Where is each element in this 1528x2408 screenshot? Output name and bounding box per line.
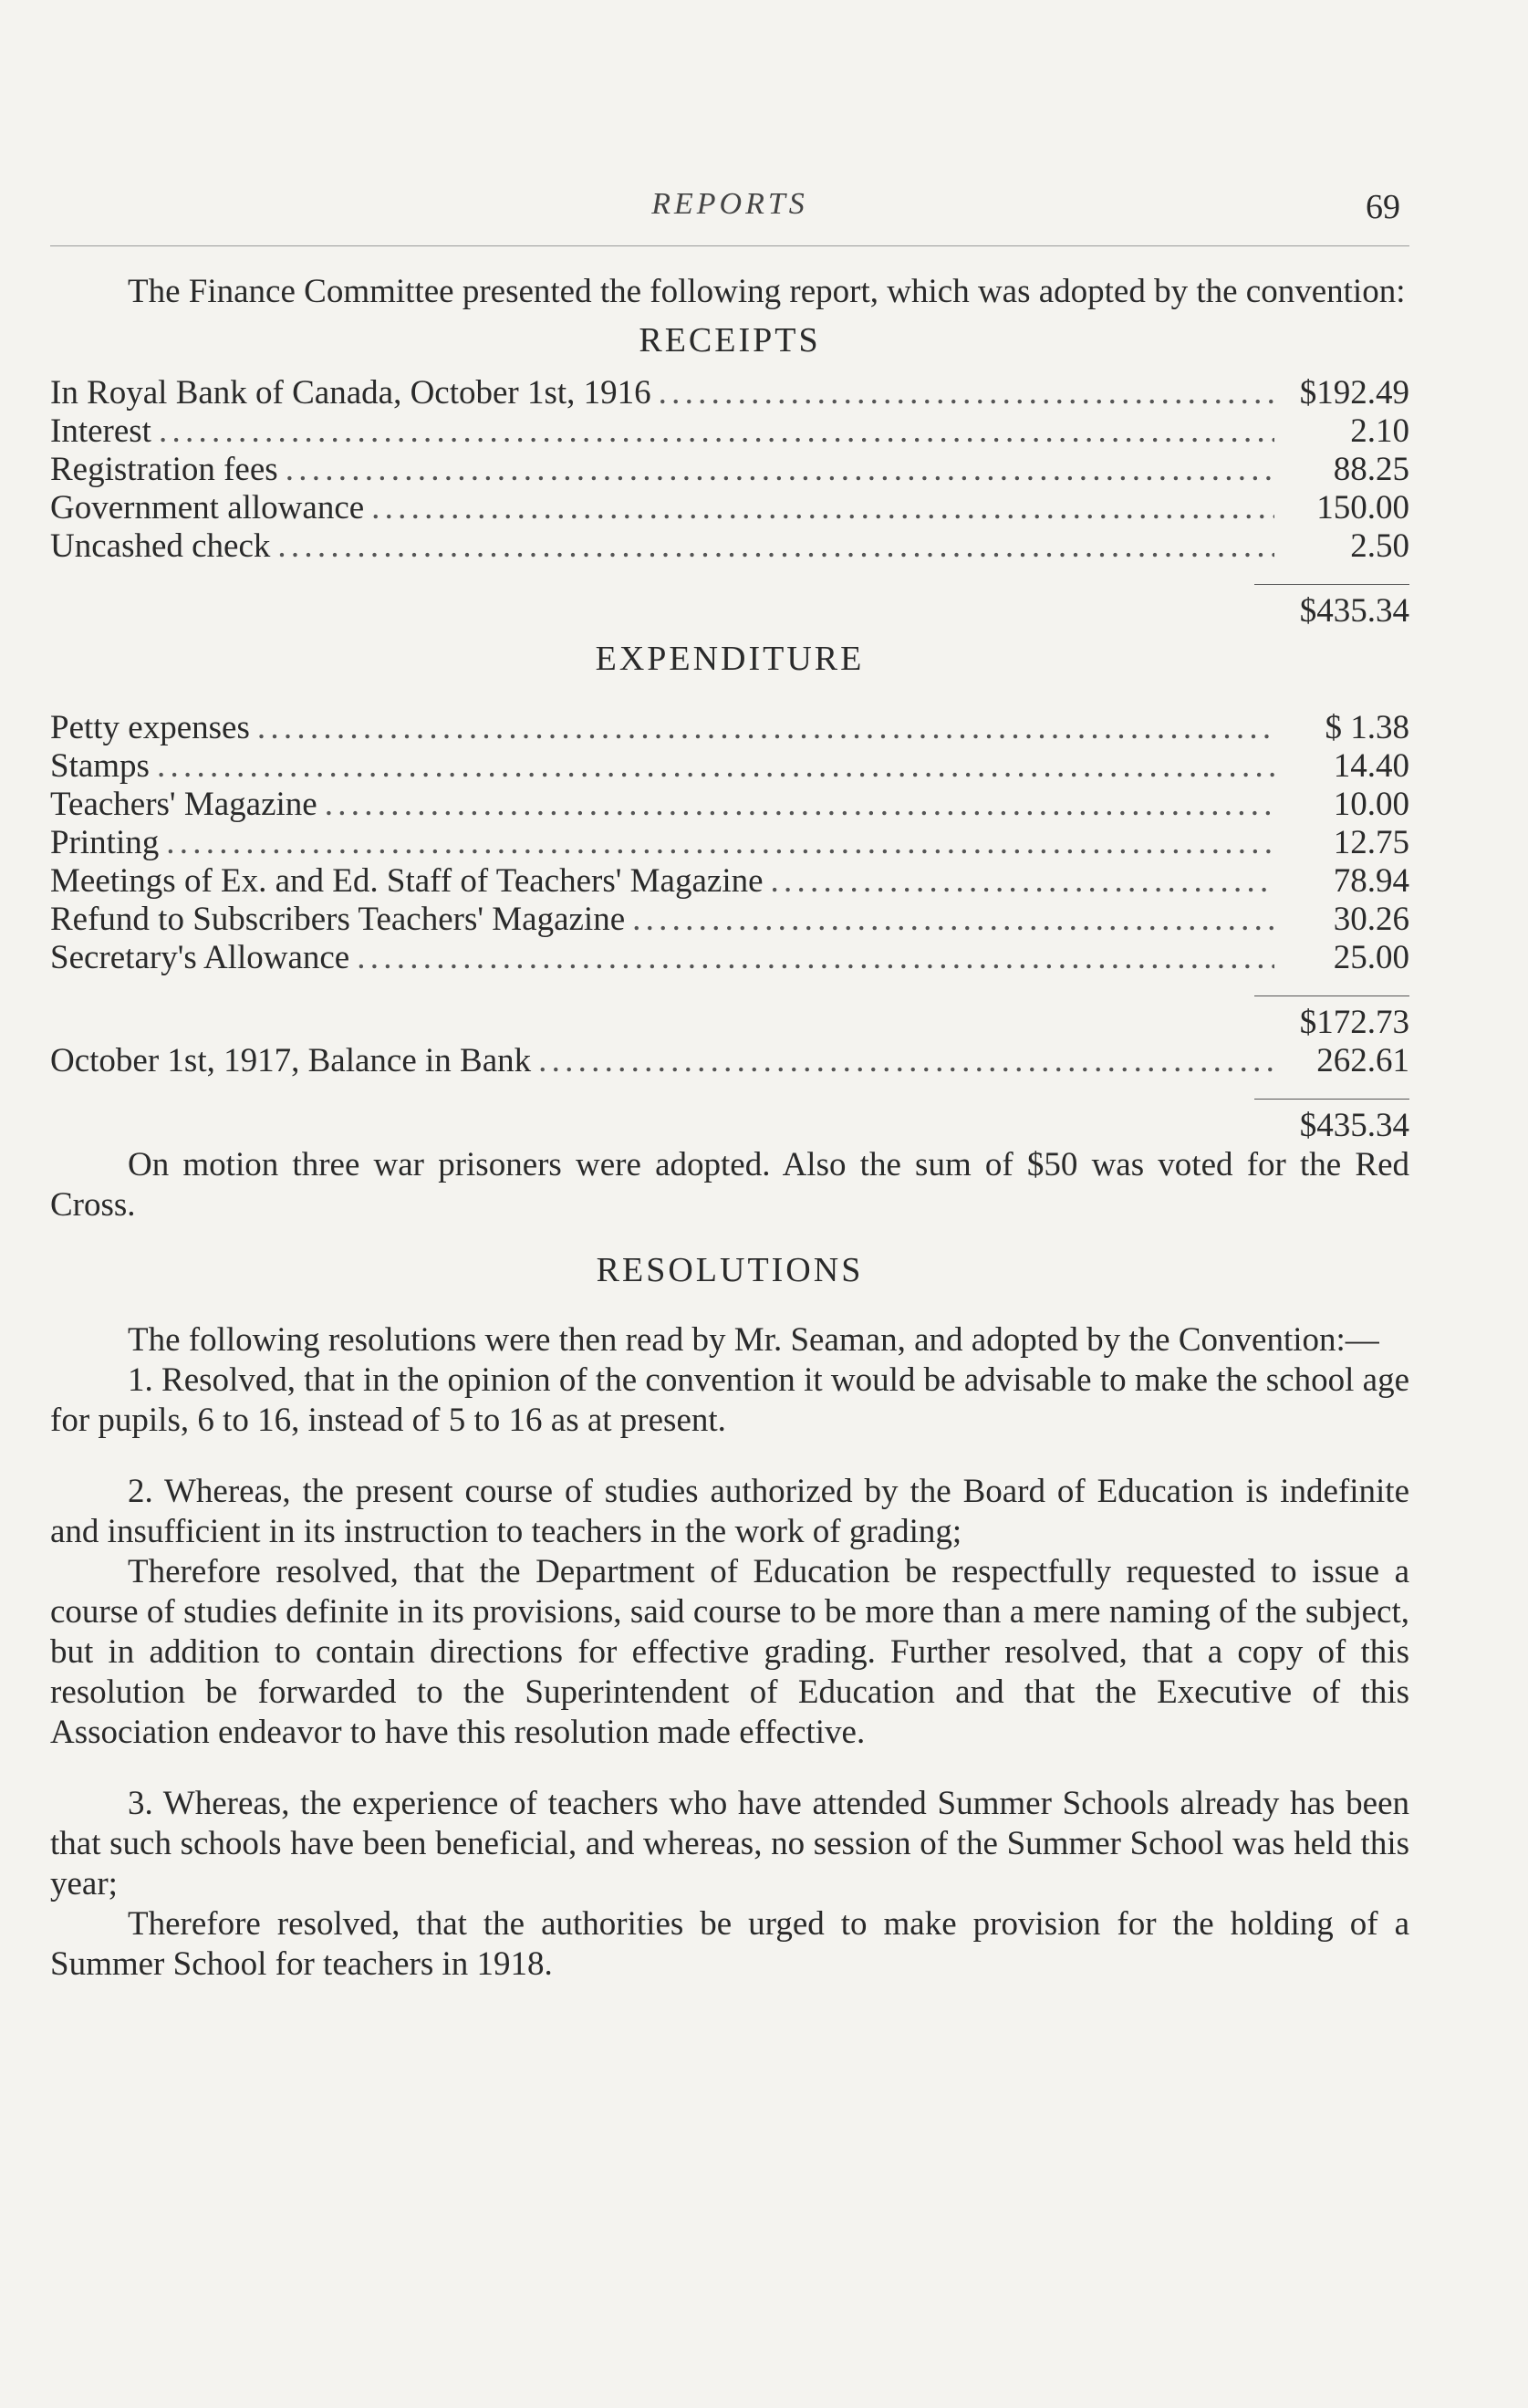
ledger-row bbox=[50, 489, 1409, 527]
ledger-row bbox=[50, 451, 1409, 489]
leader-dots bbox=[286, 451, 1274, 489]
running-header bbox=[50, 187, 1409, 242]
ledger-row bbox=[50, 527, 1409, 566]
leader-dots bbox=[166, 824, 1274, 862]
ledger-amount: 2.10 bbox=[1350, 412, 1409, 450]
leader-dots bbox=[157, 747, 1274, 786]
leader-dots bbox=[632, 901, 1274, 939]
ledger-amount: $ 1.38 bbox=[1325, 709, 1409, 746]
ledger-row bbox=[50, 747, 1409, 786]
ledger-label: Printing bbox=[50, 824, 160, 861]
ledger-amount: 30.26 bbox=[1333, 901, 1409, 938]
resolution-2-whereas: 2. Whereas, the present course of studies authorized by the Board of Education is indefinite and insufficient in its instruction to teachers in the work of grading; bbox=[50, 1473, 1409, 1550]
ledger-label: In Royal Bank of Canada, October 1st, 1916 bbox=[50, 374, 651, 412]
ledger-row bbox=[50, 901, 1409, 939]
ledger-label: Uncashed check bbox=[50, 527, 271, 565]
resolution-3-resolved: Therefore resolved, that the authorities be urged to make provision for the holding of a Summer School for teachers in 1918. bbox=[50, 1905, 1409, 1983]
balance-row bbox=[50, 1042, 1409, 1080]
ledger-amount: 150.00 bbox=[1316, 489, 1409, 526]
balance-label: October 1st, 1917, Balance in Bank bbox=[50, 1042, 532, 1079]
leader-dots bbox=[325, 786, 1274, 824]
resolution-3-whereas: 3. Whereas, the experience of teachers who have attended Summer Schools already has been that such schools have been beneficial, and whereas, no session of the Summer School was held this year; bbox=[50, 1785, 1409, 1902]
ledger-label: Interest bbox=[50, 412, 151, 450]
ledger-amount: 12.75 bbox=[1333, 824, 1409, 861]
ledger-amount: 2.50 bbox=[1350, 527, 1409, 565]
ledger-label: Registration fees bbox=[50, 451, 278, 488]
ledger-label: Petty expenses bbox=[50, 709, 250, 746]
ledger-row bbox=[50, 374, 1409, 412]
ledger-row bbox=[50, 862, 1409, 901]
receipts-total: $435.34 bbox=[1299, 592, 1409, 630]
ledger-amount: 78.94 bbox=[1333, 862, 1409, 900]
ledger-amount: $192.49 bbox=[1299, 374, 1409, 412]
balance-amount: 262.61 bbox=[1316, 1042, 1409, 1079]
leader-dots bbox=[159, 412, 1274, 451]
total-rule bbox=[1254, 1099, 1409, 1100]
running-title: REPORTS bbox=[651, 187, 808, 221]
ledger-row bbox=[50, 824, 1409, 862]
resolution-1: 1. Resolved, that in the opinion of the convention it would be advisable to make the school age for pupils, 6 to 16, instead of 5 to 16 as at present. bbox=[50, 1361, 1409, 1439]
expenditure-ledger bbox=[50, 709, 1409, 1145]
ledger-row bbox=[50, 412, 1409, 451]
resolutions-heading: RESOLUTIONS bbox=[596, 1251, 864, 1289]
expenditure-total: $435.34 bbox=[1299, 1107, 1409, 1144]
total-rule bbox=[1254, 584, 1409, 585]
ledger-label: Meetings of Ex. and Ed. Staff of Teachers' Magazine bbox=[50, 862, 764, 900]
leader-dots bbox=[771, 862, 1274, 901]
expenditure-subtotal: $172.73 bbox=[1299, 1004, 1409, 1041]
page-number: 69 bbox=[1366, 188, 1400, 226]
ledger-row bbox=[50, 709, 1409, 747]
document-page bbox=[50, 187, 1409, 1985]
leader-dots bbox=[257, 709, 1274, 747]
ledger-row bbox=[50, 939, 1409, 977]
ledger-amount: 25.00 bbox=[1333, 939, 1409, 976]
leader-dots bbox=[538, 1042, 1274, 1080]
ledger-label: Secretary's Allowance bbox=[50, 939, 350, 976]
leader-dots bbox=[357, 939, 1274, 977]
ledger-amount: 10.00 bbox=[1333, 786, 1409, 823]
leader-dots bbox=[277, 527, 1274, 566]
ledger-label: Government allowance bbox=[50, 489, 365, 526]
ledger-row bbox=[50, 786, 1409, 824]
resolutions-intro: The following resolutions were then read by Mr. Seaman, and adopted by the Convention:— bbox=[128, 1321, 1379, 1359]
leader-dots bbox=[659, 374, 1274, 412]
receipts-heading: RECEIPTS bbox=[639, 321, 821, 360]
ledger-label: Teachers' Magazine bbox=[50, 786, 317, 823]
resolution-2-resolved: Therefore resolved, that the Department of Education be respectfully requested to issue a course of studies definite in its provisions, said course to be more than a mere naming of the subject, but in addition to contain directions for effective grading. Further resolved, that a copy of this resolution be forwarded to the Superintendent of Education and that the Executive of this Association endeavor to have this resolution made effective. bbox=[50, 1553, 1409, 1751]
ledger-label: Refund to Subscribers Teachers' Magazine bbox=[50, 901, 626, 938]
motion-paragraph: On motion three war prisoners were adopted. Also the sum of $50 was voted for the Red Cross. bbox=[50, 1146, 1409, 1224]
ledger-amount: 14.40 bbox=[1333, 747, 1409, 785]
expenditure-heading: EXPENDITURE bbox=[595, 640, 865, 678]
ledger-amount: 88.25 bbox=[1333, 451, 1409, 488]
ledger-label: Stamps bbox=[50, 747, 150, 785]
header-rule bbox=[50, 245, 1409, 246]
receipts-ledger bbox=[50, 374, 1409, 631]
finance-intro: The Finance Committee presented the following report, which was adopted by the convention: bbox=[128, 273, 1406, 310]
leader-dots bbox=[371, 489, 1274, 527]
